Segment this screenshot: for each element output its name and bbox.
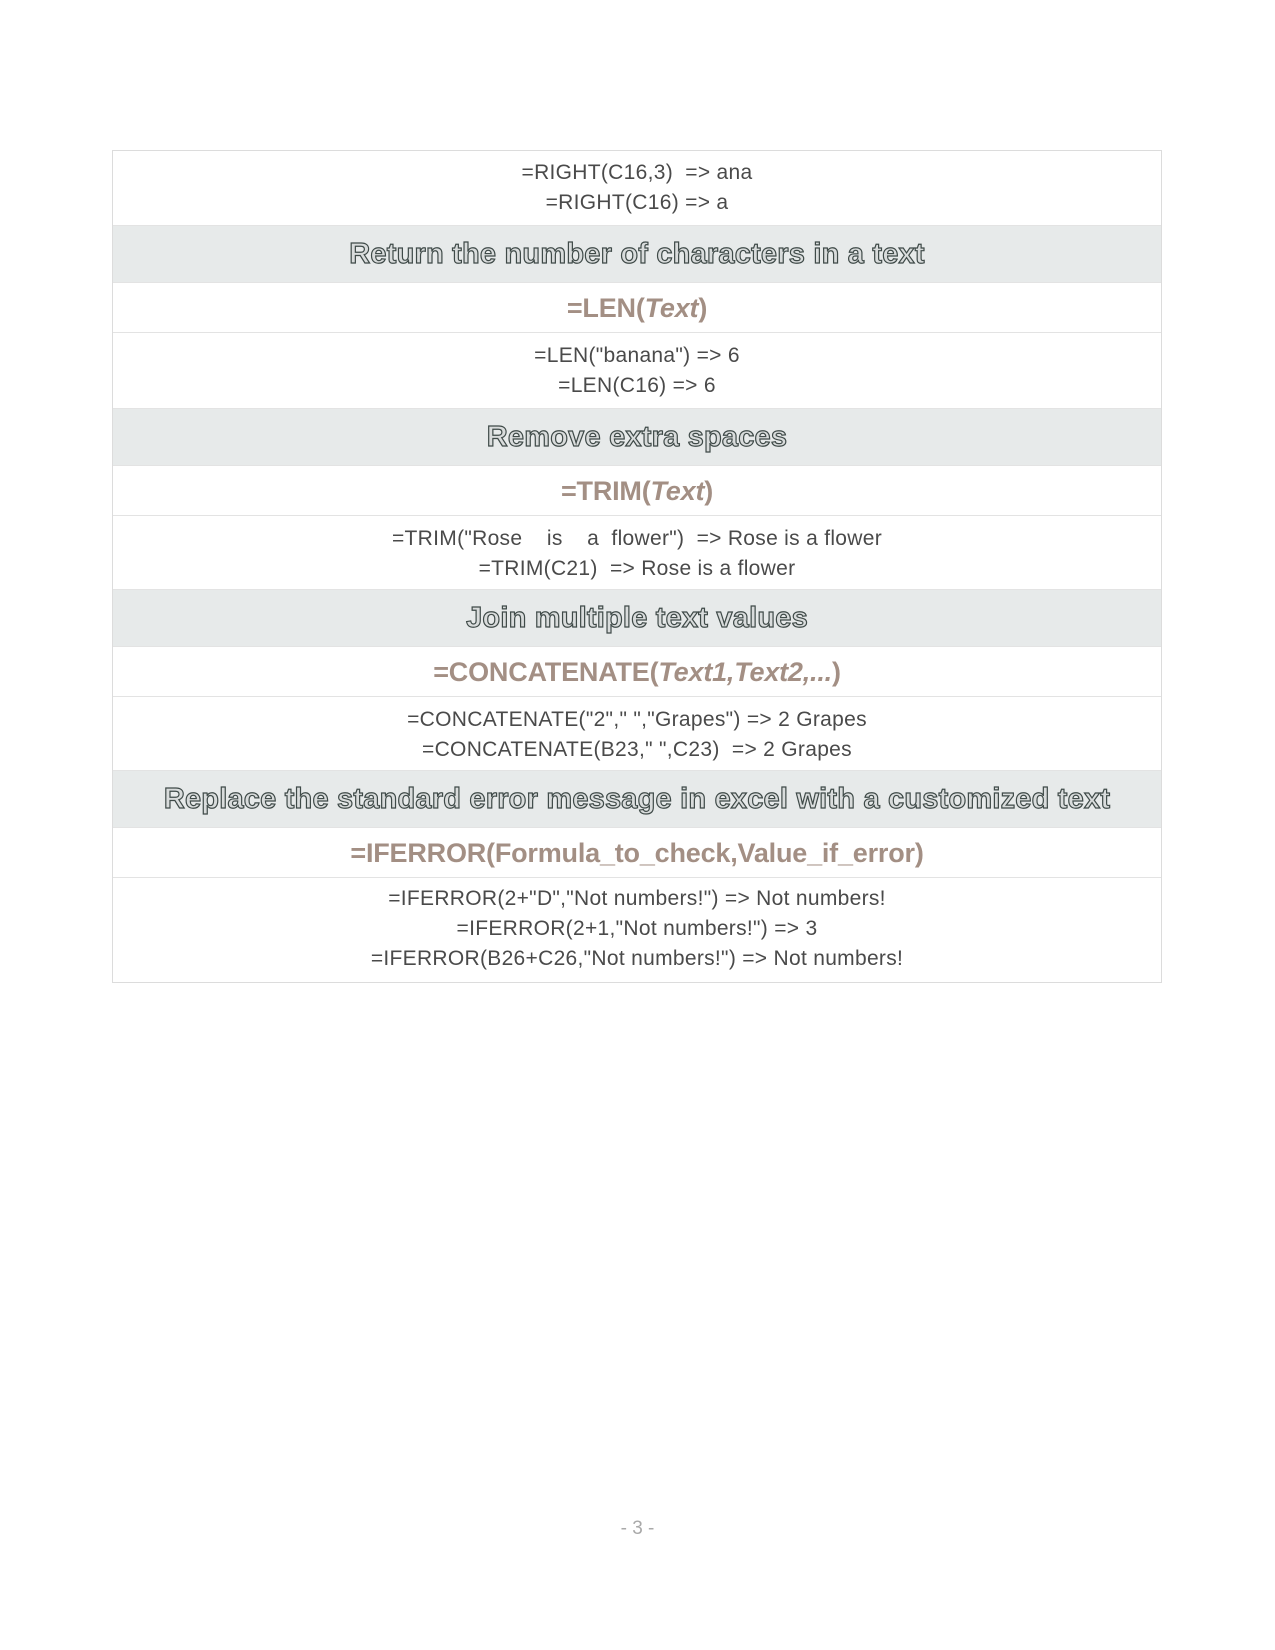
- len-syntax: [113, 282, 1161, 332]
- concatenate-examples-cell: [113, 696, 1161, 770]
- len-heading: Return the number of characters in a text: [113, 225, 1161, 282]
- syntax-prefix: =TRIM(: [560, 476, 651, 506]
- right-examples-cell: [113, 151, 1161, 225]
- syntax-suffix: ): [698, 293, 708, 323]
- concatenate-heading: Join multiple text values: [113, 589, 1161, 646]
- concatenate-syntax: [113, 646, 1161, 696]
- syntax-argument: Text1,Text2,...: [658, 657, 832, 687]
- formula-table: [112, 150, 1162, 983]
- iferror-examples-cell: [113, 877, 1161, 982]
- trim-syntax: [113, 465, 1161, 515]
- example-line: =TRIM(C21) => Rose is a flower: [478, 557, 796, 580]
- trim-heading: Remove extra spaces: [113, 408, 1161, 465]
- syntax-argument: Text: [650, 476, 705, 506]
- syntax-suffix: ): [831, 657, 841, 687]
- example-line: =LEN("banana") => 6: [534, 344, 740, 367]
- iferror-heading: Replace the standard error message in excel with a customized text: [113, 770, 1161, 827]
- example-line: =RIGHT(C16,3) => ana: [521, 161, 753, 184]
- trim-examples-cell: [113, 515, 1161, 589]
- page-number: - 3 -: [620, 1518, 655, 1539]
- example-line: =RIGHT(C16) => a: [545, 191, 729, 214]
- example-line: =CONCATENATE("2"," ","Grapes") => 2 Grapes: [407, 708, 867, 731]
- example-line: =LEN(C16) => 6: [558, 374, 716, 397]
- iferror-syntax: =IFERROR(Formula_to_check,Value_if_error): [113, 827, 1161, 877]
- len-examples-cell: [113, 332, 1161, 408]
- example-line: =IFERROR(2+1,"Not numbers!") => 3: [456, 917, 818, 940]
- syntax-prefix: =CONCATENATE(: [433, 657, 659, 687]
- example-line: =TRIM("Rose is a flower") => Rose is a flower: [391, 527, 883, 550]
- syntax-prefix: =LEN(: [566, 293, 645, 323]
- syntax-suffix: ): [704, 476, 714, 506]
- example-line: =CONCATENATE(B23," ",C23) => 2 Grapes: [422, 738, 852, 761]
- syntax-argument: Text: [644, 293, 699, 323]
- example-line: =IFERROR(2+"D","Not numbers!") => Not numbers!: [388, 887, 886, 910]
- example-line: =IFERROR(B26+C26,"Not numbers!") => Not numbers!: [370, 947, 904, 970]
